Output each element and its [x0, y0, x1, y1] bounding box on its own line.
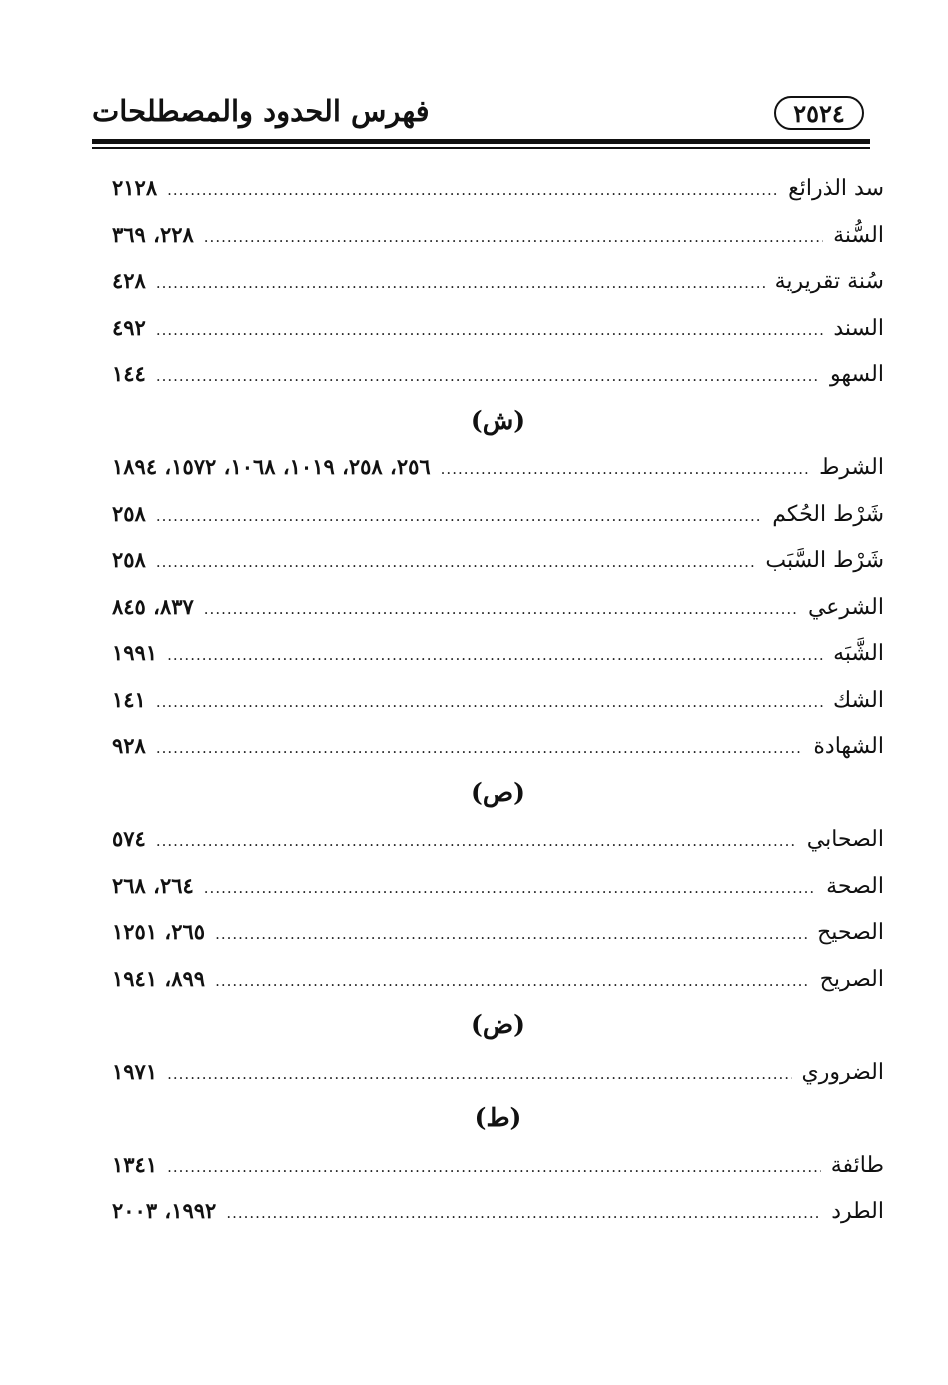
- index-entry: [112, 584, 884, 631]
- index-entry: [112, 723, 884, 770]
- index-entry: [112, 630, 884, 677]
- index-entry: [112, 491, 884, 538]
- index-entry: [112, 305, 884, 352]
- page-header: [92, 92, 870, 136]
- index-entry: [112, 1049, 884, 1096]
- index-entry: [112, 1188, 884, 1235]
- entry-term: الشرط: [819, 455, 884, 480]
- entry-term: سُنة تقريرية: [774, 269, 884, 294]
- dot-leader: [156, 725, 804, 772]
- entry-pages: ١٩٧١: [112, 1058, 158, 1084]
- dot-leader: [156, 353, 820, 400]
- dot-leader: [156, 307, 824, 354]
- letter-heading: (ض): [471, 1010, 525, 1039]
- page-number-badge: [774, 96, 864, 130]
- entry-term: السهو: [830, 362, 884, 387]
- entry-pages: ٢٦٥، ١٢٥١: [112, 919, 206, 944]
- page-title: فهرس الحدود والمصطلحات: [92, 94, 430, 128]
- letter-heading: (ص): [471, 777, 525, 807]
- letter-heading: (ط): [474, 1103, 522, 1132]
- index-entry: [112, 537, 884, 584]
- header-rule-thick: [92, 139, 870, 144]
- index-entry: [112, 1142, 884, 1189]
- index-entry: [112, 909, 884, 956]
- dot-leader: [204, 865, 816, 912]
- entry-term: سد الذرائع: [788, 176, 884, 201]
- dot-leader: [441, 446, 809, 493]
- entry-pages: ٩٢٨: [112, 733, 146, 758]
- entry-term: الصحابي: [806, 827, 884, 852]
- entry-pages: ٢٥٨: [112, 547, 146, 572]
- dot-leader: [156, 679, 823, 726]
- entry-term: الشهادة: [813, 734, 884, 759]
- dot-leader: [226, 1190, 821, 1237]
- dot-leader: [156, 493, 762, 540]
- dot-leader: [156, 260, 765, 307]
- entry-term: الصحيح: [817, 920, 884, 945]
- entry-pages: ٢٦٤، ٢٦٨: [112, 872, 194, 898]
- dot-leader: [167, 1144, 821, 1191]
- entry-pages: ١٣٤١: [112, 1151, 158, 1177]
- header-rule-thin: [92, 147, 870, 149]
- entry-term: طائفة: [830, 1152, 884, 1178]
- dot-leader: [215, 958, 810, 1005]
- dot-leader: [167, 632, 823, 679]
- index-entry: [112, 863, 884, 910]
- dot-leader: [215, 911, 807, 958]
- entry-term: السند: [833, 315, 884, 341]
- entry-pages: ٨٩٩، ١٩٤١: [112, 965, 206, 991]
- entry-term: الصحة: [826, 873, 884, 899]
- entry-pages: ١٤٤: [112, 361, 146, 386]
- dot-leader: [204, 214, 823, 261]
- dot-leader: [156, 539, 756, 586]
- index-entry: [112, 351, 884, 398]
- dot-leader: [167, 1051, 791, 1098]
- entry-pages: ١٩٩١: [112, 640, 158, 665]
- dot-leader: [156, 818, 797, 865]
- entry-term: شَرْط السَّبَب: [765, 548, 884, 573]
- entry-term: الضروري: [801, 1059, 884, 1085]
- page-number: ٢٥٢٤: [793, 98, 845, 128]
- entry-term: السُّنة: [833, 222, 884, 248]
- index-entry: [112, 165, 884, 212]
- entry-pages: ١٩٩٢، ٢٠٠٣: [112, 1198, 217, 1223]
- index-entry: [112, 444, 884, 491]
- entry-term: الصريح: [819, 966, 884, 992]
- entry-pages: ٢٥٦، ٢٥٨، ١٠١٩، ١٠٦٨، ١٥٧٢، ١٨٩٤: [112, 454, 431, 479]
- entry-pages: ٥٧٤: [112, 826, 146, 851]
- entry-term: الشك: [833, 687, 884, 713]
- index-entry: [112, 677, 884, 724]
- dot-leader: [167, 167, 778, 214]
- entry-term: الشرعي: [807, 594, 884, 620]
- index-entry: [112, 212, 884, 259]
- entry-pages: ٨٣٧، ٨٤٥: [112, 593, 194, 619]
- entry-pages: ١٤١: [112, 686, 146, 712]
- entry-pages: ٢١٢٨: [112, 175, 158, 200]
- entry-pages: ٤٢٨: [112, 268, 146, 293]
- index-entry: [112, 956, 884, 1003]
- entry-term: شَرْط الحُكم: [772, 501, 884, 527]
- entry-term: الشَّبَه: [833, 641, 884, 666]
- index-entry: [112, 258, 884, 305]
- entry-pages: ٢٢٨، ٣٦٩: [112, 221, 194, 247]
- entry-pages: ٢٥٨: [112, 500, 146, 526]
- index-entry: [112, 816, 884, 863]
- entry-term: الطرد: [831, 1199, 884, 1224]
- entry-pages: ٤٩٢: [112, 314, 146, 340]
- dot-leader: [204, 586, 798, 633]
- letter-heading: (ش): [470, 405, 526, 435]
- index-list: [112, 165, 884, 1235]
